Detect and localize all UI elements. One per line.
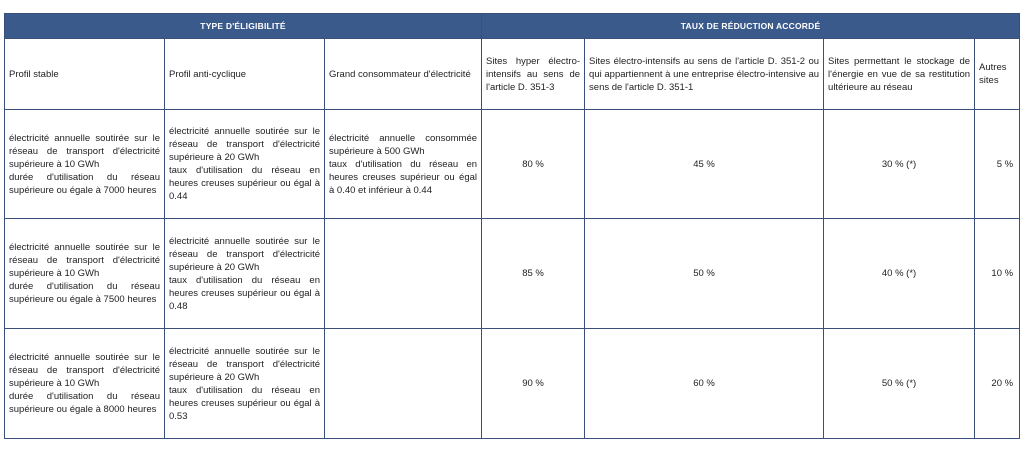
group-header-eligibility: TYPE D'ÉLIGIBILITÉ (5, 14, 482, 39)
cell-text: électricité annuelle consommée supérieure à 500 GWh (329, 132, 478, 157)
cell-grand-consommateur (325, 329, 482, 439)
cell-stockage-rate: 50 % (*) (824, 329, 975, 439)
cell-text: électricité annuelle soutirée sur le réseau de transport d'électricité supérieure à 20 GWh (169, 345, 320, 383)
cell-text: électricité annuelle soutirée sur le réseau de transport d'électricité supérieure à 10 GWh (9, 242, 160, 279)
cell-profil-anti-cyclique (165, 329, 325, 439)
cell-electro-rate: 50 % (585, 219, 824, 329)
cell-text: taux d'utilisation du réseau en heures creuses supérieur ou égal à 0.40 et inférieur à 0.44 (329, 158, 478, 196)
cell-stockage-rate: 40 % (*) (824, 219, 975, 329)
cell-profil-anti-cyclique (165, 110, 325, 219)
column-header-electro-intensifs: Sites électro-intensifs au sens de l'article D. 351-2 ou qui appartiennent à une entreprise électro-intensive au sens de l'article D. 351-1 (585, 39, 824, 110)
cell-profil-stable (5, 219, 165, 329)
eligibility-table-container (4, 13, 1019, 439)
eligibility-table (4, 13, 1020, 439)
cell-text: électricité annuelle soutirée sur le réseau de transport d'électricité supérieure à 10 GWh (9, 352, 160, 389)
cell-electro-rate: 60 % (585, 329, 824, 439)
cell-text: taux d'utilisation du réseau en heures creuses supérieur ou égal à 0.53 (169, 384, 320, 422)
column-header-profil-stable: Profil stable (5, 39, 165, 110)
cell-stockage-rate: 30 % (*) (824, 110, 975, 219)
cell-autres-rate: 5 % (975, 110, 1020, 219)
cell-hyper-rate: 90 % (482, 329, 585, 439)
cell-text: durée d'utilisation du réseau supérieure ou égale à 7000 heures (9, 171, 160, 196)
cell-profil-stable (5, 110, 165, 219)
cell-text: taux d'utilisation du réseau en heures creuses supérieur ou égal à 0.48 (169, 274, 320, 312)
cell-electro-rate: 45 % (585, 110, 824, 219)
cell-text: taux d'utilisation du réseau en heures creuses supérieur ou égal à 0.44 (169, 165, 320, 202)
cell-profil-stable (5, 329, 165, 439)
cell-autres-rate: 20 % (975, 329, 1020, 439)
cell-text: électricité annuelle soutirée sur le réseau de transport d'électricité supérieure à 20 GWh (169, 126, 320, 163)
column-header-stockage: Sites permettant le stockage de l'énergie en vue de sa restitution ultérieure au réseau (824, 39, 975, 110)
table-row (5, 329, 1020, 439)
group-header-row (5, 14, 1020, 39)
cell-autres-rate: 10 % (975, 219, 1020, 329)
column-header-grand-consommateur: Grand consommateur d'électricité (325, 39, 482, 110)
cell-text: électricité annuelle soutirée sur le réseau de transport d'électricité supérieure à 20 GWh (169, 235, 320, 273)
column-header-row (5, 39, 1020, 110)
cell-grand-consommateur (325, 219, 482, 329)
cell-profil-anti-cyclique (165, 219, 325, 329)
column-header-autres-sites: Autres sites (975, 39, 1020, 110)
table-row (5, 110, 1020, 219)
column-header-hyper-electro-intensifs: Sites hyper électro-intensifs au sens de l'article D. 351-3 (482, 39, 585, 110)
cell-text: durée d'utilisation du réseau supérieure ou égale à 7500 heures (9, 281, 160, 305)
cell-grand-consommateur (325, 110, 482, 219)
table-row (5, 219, 1020, 329)
column-header-profil-anti-cyclique: Profil anti-cyclique (165, 39, 325, 110)
cell-hyper-rate: 80 % (482, 110, 585, 219)
cell-hyper-rate: 85 % (482, 219, 585, 329)
cell-text: électricité annuelle soutirée sur le réseau de transport d'électricité supérieure à 10 GWh (9, 132, 160, 170)
cell-text: durée d'utilisation du réseau supérieure ou égale à 8000 heures (9, 391, 160, 415)
group-header-reduction: TAUX DE RÉDUCTION ACCORDÉ (482, 14, 1020, 39)
